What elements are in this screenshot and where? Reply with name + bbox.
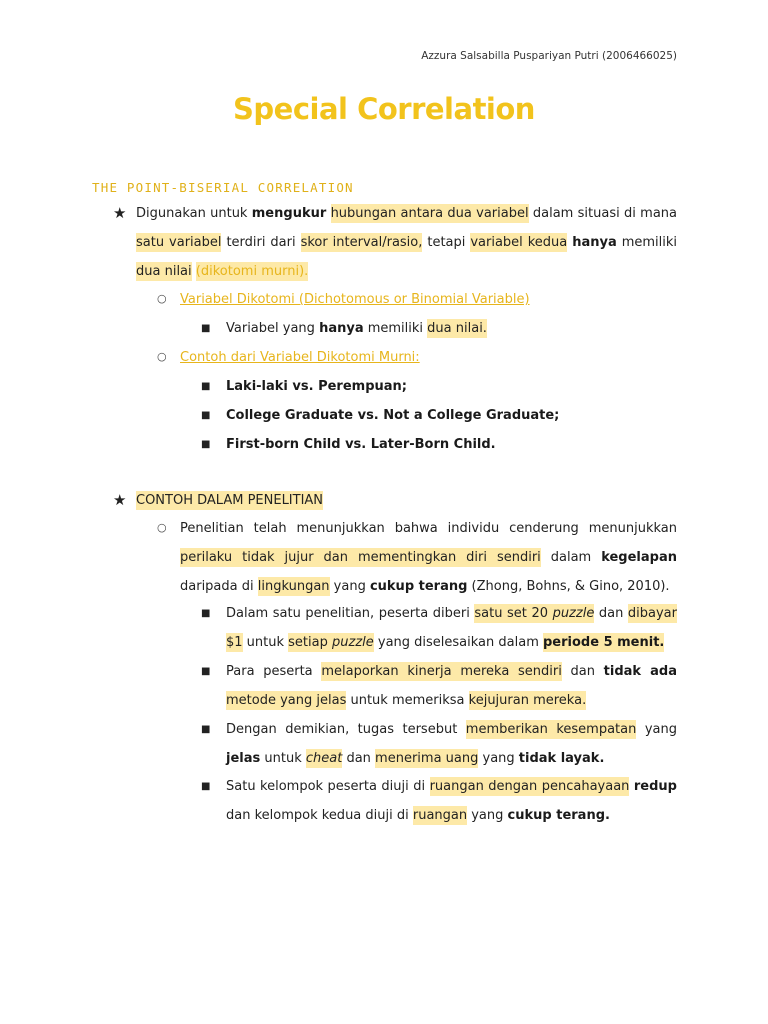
circle-bullet-icon: ○ — [157, 350, 167, 363]
author-name: Azzura Salsabilla Puspariyan Putri (2006466025) — [421, 50, 677, 62]
sub-heading-examples: Contoh dari Variabel Dikotomi Murni: — [180, 350, 420, 365]
definition-text: Digunakan untuk mengukur hubungan antara dua variabel dalam situasi di mana satu variabel terdiri dari skor interval/rasio, tetapi variabel kedua hanya memiliki dua nilai (dikotomi murni). — [136, 206, 678, 279]
section-heading-research: CONTOH DALAM PENELITIAN — [136, 493, 324, 508]
square-bullet-icon: ■ — [201, 410, 211, 421]
square-bullet-icon: ■ — [201, 724, 211, 735]
circle-bullet-icon: ○ — [157, 521, 167, 534]
square-bullet-icon: ■ — [201, 439, 211, 450]
square-bullet-icon: ■ — [201, 666, 211, 677]
star-icon: ★ — [113, 491, 127, 509]
square-bullet-icon: ■ — [201, 608, 211, 619]
square-bullet-icon: ■ — [201, 781, 211, 792]
square-bullet-icon: ■ — [201, 323, 211, 334]
page-title: Special Correlation — [233, 92, 535, 126]
star-icon: ★ — [113, 204, 127, 222]
circle-bullet-icon: ○ — [157, 292, 167, 305]
sub-heading-dichotomous: Variabel Dikotomi (Dichotomous or Binomial Variable) — [180, 292, 530, 307]
section-heading-point-biserial: THE POINT-BISERIAL CORRELATION — [92, 180, 354, 195]
square-bullet-icon: ■ — [201, 381, 211, 392]
